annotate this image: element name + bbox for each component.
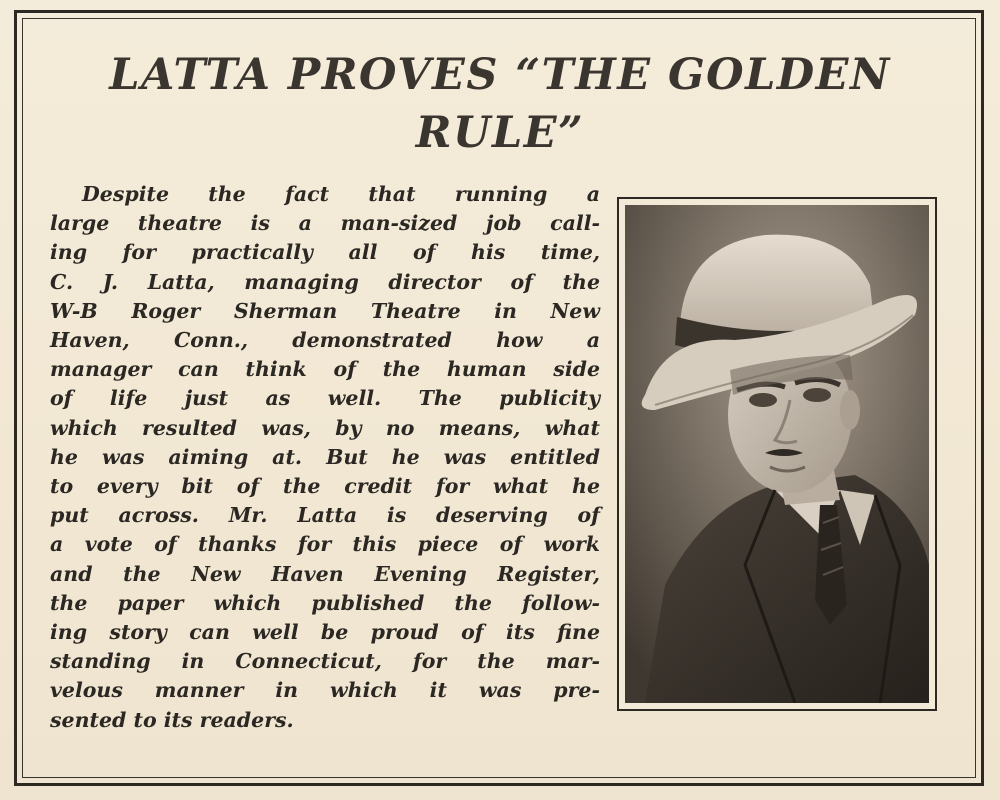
headline-line-1: LATTA PROVES “THE GOLDEN	[109, 50, 891, 100]
article-body	[50, 180, 600, 735]
body-line: W-B Roger Sherman Theatre in New	[50, 298, 600, 323]
body-line: C. J. Latta, managing director of the	[50, 269, 600, 294]
body-line: manager can think of the human side	[50, 357, 600, 382]
portrait-illustration	[625, 205, 929, 703]
body-line: which resulted was, by no means, what	[50, 415, 600, 440]
body-line: he was aiming at. But he was entitled	[50, 444, 600, 469]
body-line: ing story can well be proud of its fine	[50, 620, 600, 645]
portrait-photo-frame	[617, 197, 937, 711]
article-headline	[40, 46, 960, 162]
body-line: Despite the fact that running a	[82, 182, 600, 206]
body-line: put across. Mr. Latta is deserving of	[50, 503, 600, 528]
body-line: the paper which published the follow-	[50, 590, 600, 615]
body-line: velous manner in which it was pre-	[50, 678, 600, 703]
headline-line-2: RULE”	[415, 108, 585, 158]
body-line: and the New Haven Evening Register,	[50, 561, 600, 586]
body-line: a vote of thanks for this piece of work	[50, 532, 600, 557]
body-line: ing for practically all of his time,	[50, 240, 600, 265]
body-line: Haven, Conn., demonstrated how a	[50, 328, 600, 353]
body-line: to every bit of the credit for what he	[50, 474, 600, 499]
body-line: of life just as well. The publicity	[50, 386, 600, 411]
body-line: sented to its readers.	[50, 707, 294, 732]
body-line: large theatre is a man-sized job call-	[50, 211, 600, 236]
portrait-photo	[625, 205, 929, 703]
body-line: standing in Connecticut, for the mar-	[50, 649, 600, 674]
